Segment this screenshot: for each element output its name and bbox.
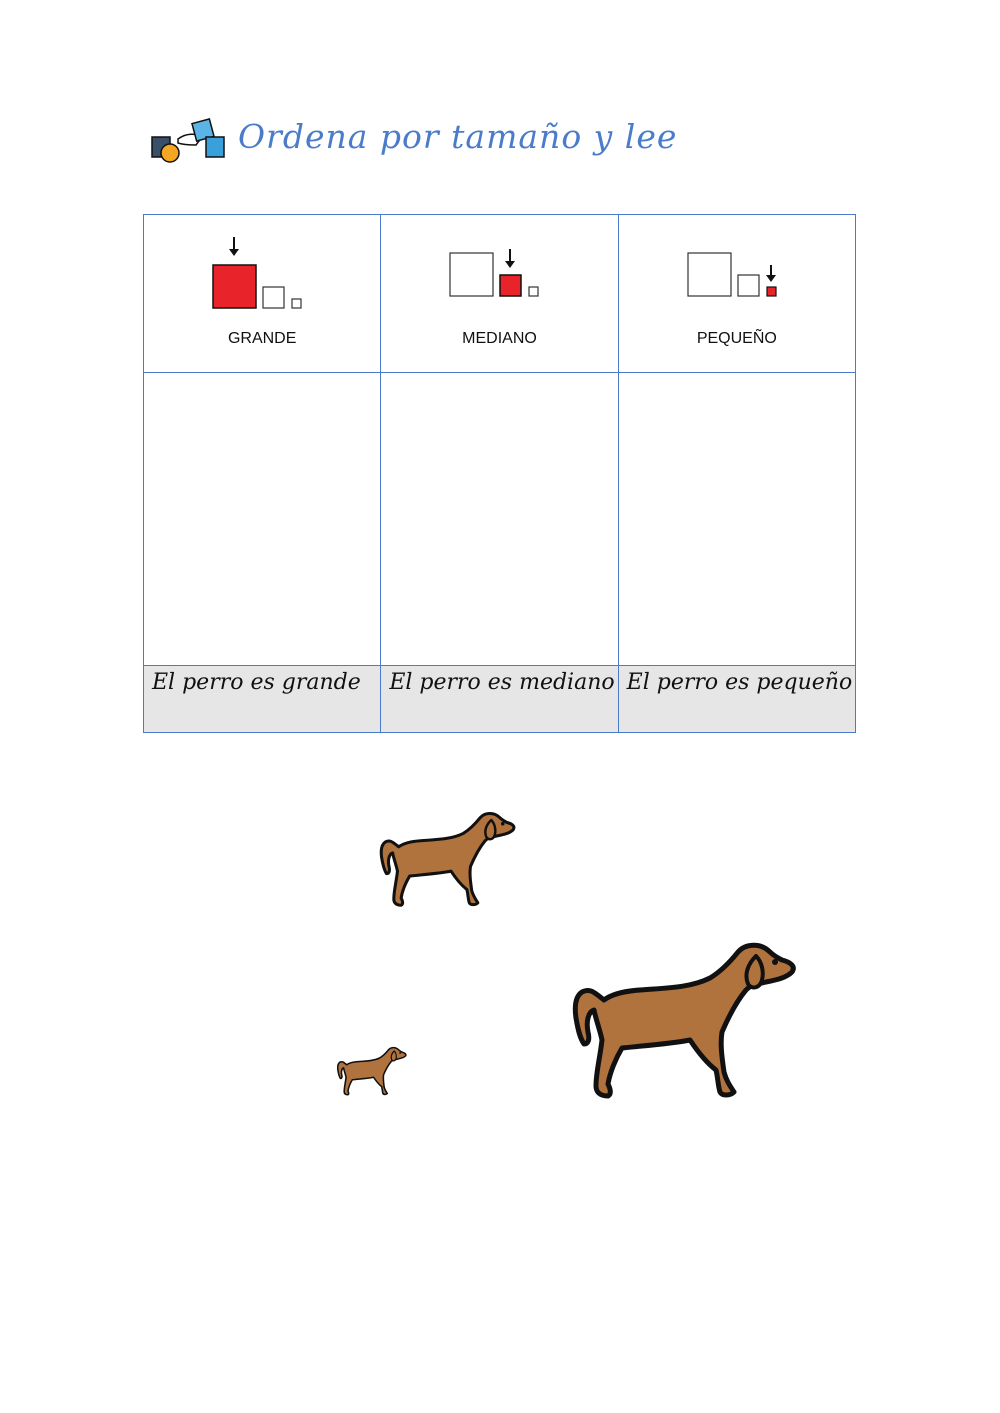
sentence-pequeno: El perro es pequeño xyxy=(626,670,853,695)
dog-medium-icon[interactable] xyxy=(378,810,518,908)
sentence-grande: El perro es grande xyxy=(152,670,361,695)
column-header-grande xyxy=(144,215,381,373)
sorting-blocks-icon xyxy=(150,115,228,165)
column-label-grande: GRANDE xyxy=(227,330,297,347)
sentence-cell-pequeno xyxy=(618,666,855,733)
medium-size-indicator-icon xyxy=(449,235,549,315)
drop-zone-pequeno[interactable] xyxy=(618,373,855,666)
dog-large-icon[interactable] xyxy=(570,940,800,1100)
column-label-mediano: MEDIANO xyxy=(462,330,537,347)
column-label-pequeno: PEQUEÑO xyxy=(696,330,777,347)
drop-zone-grande[interactable] xyxy=(144,373,381,666)
sentence-mediano: El perro es mediano xyxy=(389,670,615,695)
column-header-mediano xyxy=(381,215,618,373)
sentence-cell-mediano xyxy=(381,666,618,733)
dog-small-icon[interactable] xyxy=(336,1046,408,1096)
drop-zone-mediano[interactable] xyxy=(381,373,618,666)
page-title: Ordena por tamaño y lee xyxy=(238,117,678,156)
column-header-pequeno xyxy=(618,215,855,373)
worksheet-header xyxy=(150,115,750,170)
sentence-cell-grande xyxy=(144,666,381,733)
sentence-row xyxy=(144,666,856,733)
size-sorting-table xyxy=(143,214,856,733)
size-header-row xyxy=(144,215,856,373)
drop-zone-row xyxy=(144,373,856,666)
small-size-indicator-icon xyxy=(687,235,787,315)
large-size-indicator-icon xyxy=(212,235,312,315)
